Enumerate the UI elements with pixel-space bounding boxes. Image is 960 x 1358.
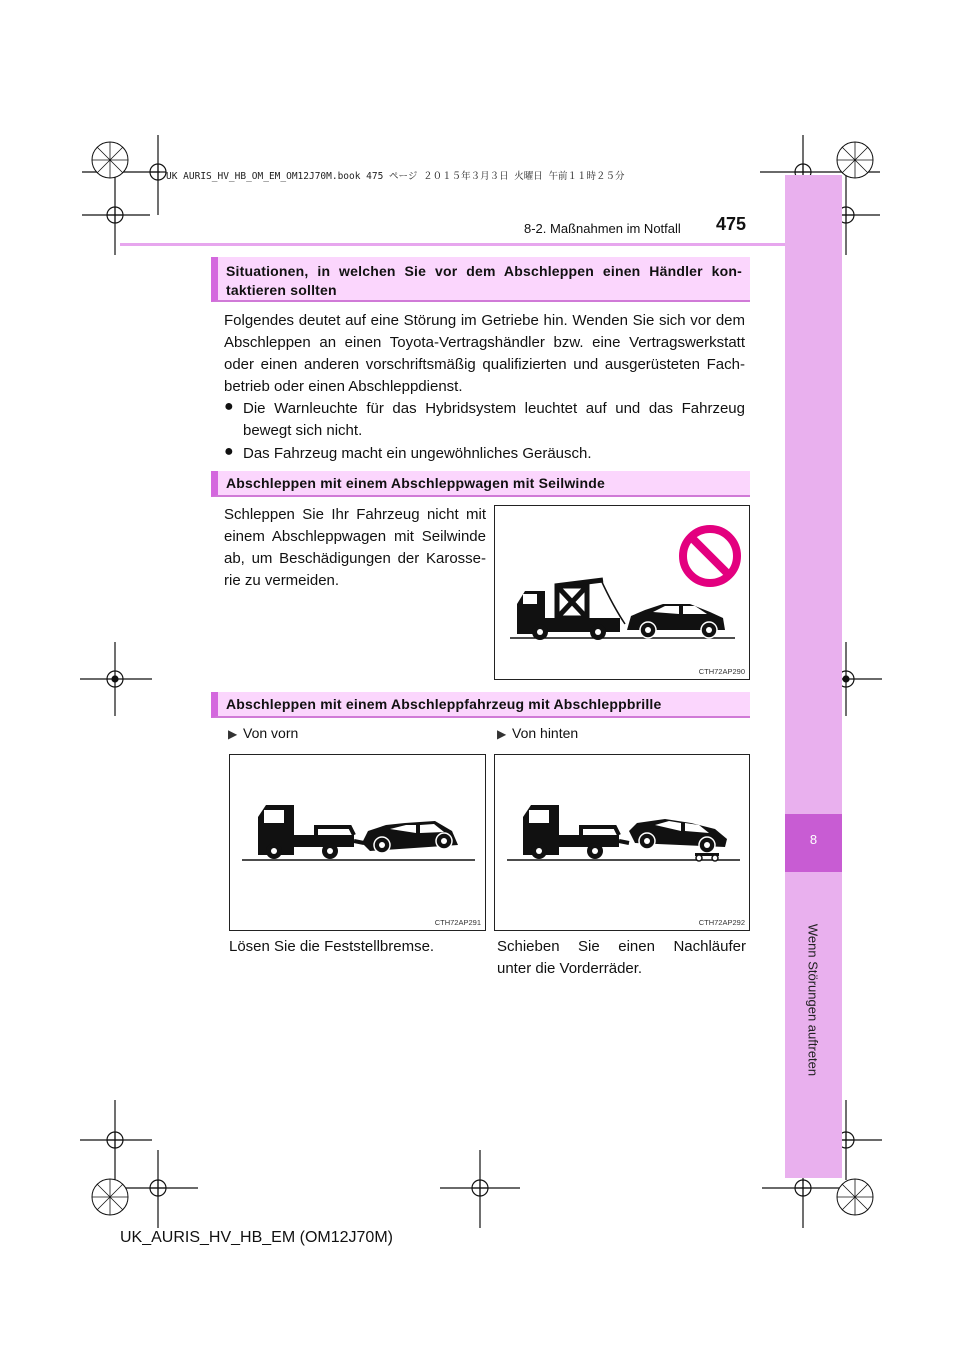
front-view-label: Von vorn bbox=[243, 725, 299, 741]
bullet-line: Die Warnleuchte für das Hybridsystem leuchtet auf und das Fahrzeug bbox=[243, 400, 745, 417]
winch-line: ab, um Beschädigungen der Karosse- bbox=[224, 550, 486, 567]
arrow-right-icon: ▶ bbox=[497, 727, 507, 741]
rear-tow-illustration bbox=[495, 755, 749, 930]
bullet-icon: ● bbox=[224, 443, 234, 460]
bullet-line: bewegt sich nicht. bbox=[243, 422, 363, 439]
rear-tow-figure bbox=[494, 754, 750, 931]
page-number: 475 bbox=[716, 214, 747, 234]
heading-lift bbox=[211, 692, 750, 718]
rear-view-label: Von hinten bbox=[512, 725, 579, 741]
rear-caption-line: unter die Vorderräder. bbox=[497, 960, 643, 977]
winch-paragraph bbox=[224, 504, 486, 592]
book-meta-line: UK AURIS_HV_HB_OM_EM_OM12J70M.book 475 ページ ２０１５年３月３日 火曜日 午前１１時２５分 bbox=[166, 171, 625, 182]
heading-winch bbox=[211, 471, 750, 497]
bullet-icon: ● bbox=[224, 398, 234, 415]
bullet-item: Das Fahrzeug macht ein ungewöhnliches Geräusch. bbox=[243, 445, 592, 462]
intro-line: oder einen anderen vorschriftsmäßig qualifizierten und ausgerüsteten Fach- bbox=[224, 356, 745, 373]
winch-tow-illustration bbox=[495, 506, 749, 679]
front-caption: Lösen Sie die Feststellbremse. bbox=[229, 938, 435, 955]
winch-line: einem Abschleppwagen mit Seilwinde bbox=[224, 528, 486, 545]
footer-code: UK_AURIS_HV_HB_EM (OM12J70M) bbox=[120, 1229, 393, 1246]
bullet-item bbox=[243, 398, 745, 442]
heading-dealer-line1: Situationen, in welchen Sie vor dem Abschleppen einen Händler kon- bbox=[226, 263, 742, 279]
winch-tow-figure bbox=[494, 505, 750, 680]
figure-code: CTH72AP292 bbox=[698, 918, 745, 927]
intro-line: betrieb oder einen Abschleppdienst. bbox=[224, 378, 463, 395]
arrow-right-icon: ▶ bbox=[228, 727, 238, 741]
intro-line: Folgendes deutet auf eine Störung im Getriebe hin. Wenden Sie sich vor dem bbox=[224, 312, 745, 329]
intro-paragraph bbox=[224, 310, 745, 398]
chapter-number: 8 bbox=[809, 832, 818, 847]
header-rule bbox=[120, 243, 785, 246]
heading-dealer-line2: taktieren sollten bbox=[226, 282, 337, 298]
figure-code: CTH72AP290 bbox=[698, 667, 745, 676]
heading-lift-text: Abschleppen mit einem Abschleppfahrzeug mit Abschleppbrille bbox=[226, 696, 662, 712]
front-tow-figure bbox=[229, 754, 486, 931]
rear-caption bbox=[497, 936, 746, 980]
figure-code: CTH72AP291 bbox=[434, 918, 481, 927]
heading-dealer bbox=[211, 257, 750, 302]
chapter-label: Wenn Störungen auftreten bbox=[805, 923, 821, 1077]
heading-winch-text: Abschleppen mit einem Abschleppwagen mit Seilwinde bbox=[226, 475, 605, 491]
winch-line: rie zu vermeiden. bbox=[224, 572, 340, 589]
section-title: 8-2. Maßnahmen im Notfall bbox=[524, 221, 681, 236]
winch-line: Schleppen Sie Ihr Fahrzeug nicht mit bbox=[224, 506, 486, 523]
front-tow-illustration bbox=[230, 755, 485, 930]
rear-caption-line: Schieben Sie einen Nachläufer bbox=[497, 938, 746, 955]
intro-line: Abschleppen an einen Toyota-Vertragshändler bzw. eine Vertragswerkstatt bbox=[224, 334, 745, 351]
